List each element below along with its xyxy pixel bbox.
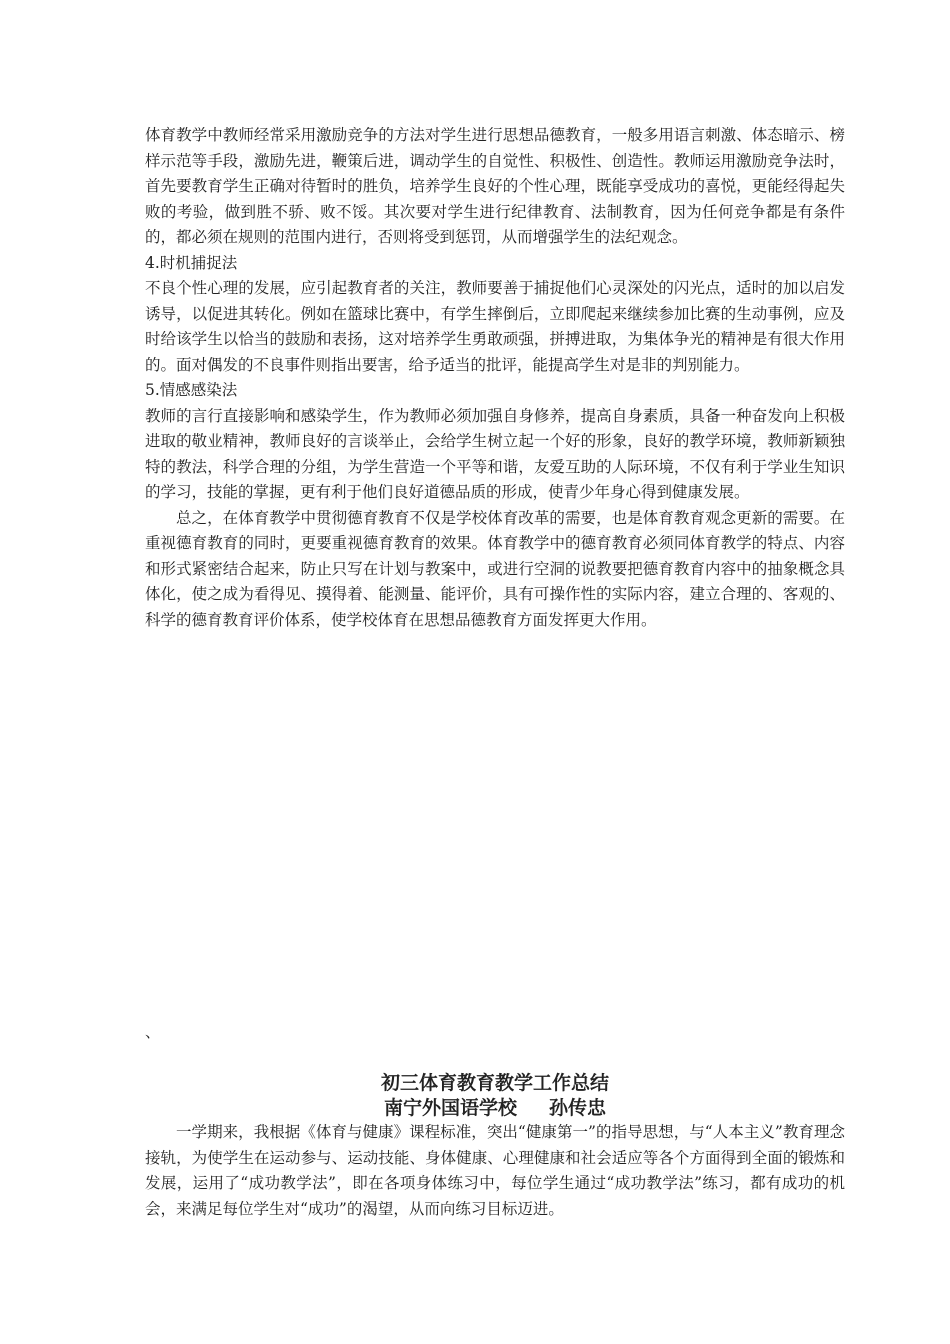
heading-emotion-method: 5.情感感染法	[145, 381, 238, 399]
stray-punctuation-mark: 、	[145, 1023, 161, 1041]
paragraph-emotion-method: 教师的言行直接影响和感染学生，作为教师必须加强自身修养，提高自身素质，具备一种奋发向上积极进取的敬业精神，教师良好的言谈举止，会给学生树立起一个好的形象，良好的教学环境，教师新颖独特的教法，科学合理的分组，为学生营造一个平等和谐，友爱互助的人际环境，不仅有利于学业生知识的学习，技能的掌握，更有利于他们良好道德品质的形成，使青少年身心得到健康发展。	[145, 406, 845, 501]
previous-article-continuation	[145, 123, 845, 633]
author-name: 孙传忠	[549, 1097, 607, 1119]
document-byline	[145, 1096, 845, 1120]
paragraph-summary: 总之，在体育教学中贯彻德育教育不仅是学校体育改革的需要，也是体育教育观念更新的需要。在重视德育教育的同时，更要重视德育教育的效果。体育教学中的德育教育必须同体育教学的特点、内容和形式紧密结合起来，防止只写在计划与教案中，或进行空洞的说教要把德育教育内容中的抽象概念具体化，使之成为看得见、摸得着、能测量、能评价，具有可操作性的实际内容，建立合理的、客观的、科学的德育教育评价体系，使学校体育在思想品德教育方面发挥更大作用。	[145, 508, 845, 629]
document-body	[145, 1120, 845, 1222]
paragraph-intro: 一学期来，我根据《体育与健康》课程标准，突出“健康第一”的指导思想，与“人本主义”教育理念接轨，为使学生在运动参与、运动技能、身体健康、心理健康和社会适应等各个方面得到全面的锻炼和发展，运用了“成功教学法”，即在各项身体练习中，每位学生通过“成功教学法”练习，都有成功的机会，来满足每位学生对“成功”的渴望，从而向练习目标迈进。	[145, 1123, 845, 1218]
document-title: 初三体育教育教学工作总结	[380, 1072, 609, 1094]
heading-timing-method: 4.时机捕捉法	[145, 253, 238, 272]
paragraph-competition-method: 体育教学中教师经常采用激励竞争的方法对学生进行思想品德教育，一般多用语言刺激、体态暗示、榜样示范等手段，激励先进，鞭策后进，调动学生的自觉性、积极性、创造性。教师运用激励竞争法时，首先要教育学生正确对待暂时的胜负，培养学生良好的个性心理，既能享受成功的喜悦，更能经得起失败的考验，做到胜不骄、败不馁。其次要对学生进行纪律教育、法制教育，因为任何竞争都是有条件的，都必须在规则的范围内进行，否则将受到惩罚，从而增强学生的法纪观念。	[145, 126, 845, 246]
paragraph-timing-method: 不良个性心理的发展，应引起教育者的关注，教师要善于捕捉他们心灵深处的闪光点，适时的加以启发诱导，以促进其转化。例如在篮球比赛中，有学生摔倒后，立即爬起来继续参加比赛的生动事例，应及时给该学生以恰当的鼓励和表扬，这对培养学生勇敢顽强，拼搏进取，为集体争光的精神是有很大作用的。面对偶发的不良事件则指出要害，给予适当的批评，能提高学生对是非的判别能力。	[145, 279, 845, 374]
school-name: 南宁外国语学校	[383, 1097, 517, 1119]
